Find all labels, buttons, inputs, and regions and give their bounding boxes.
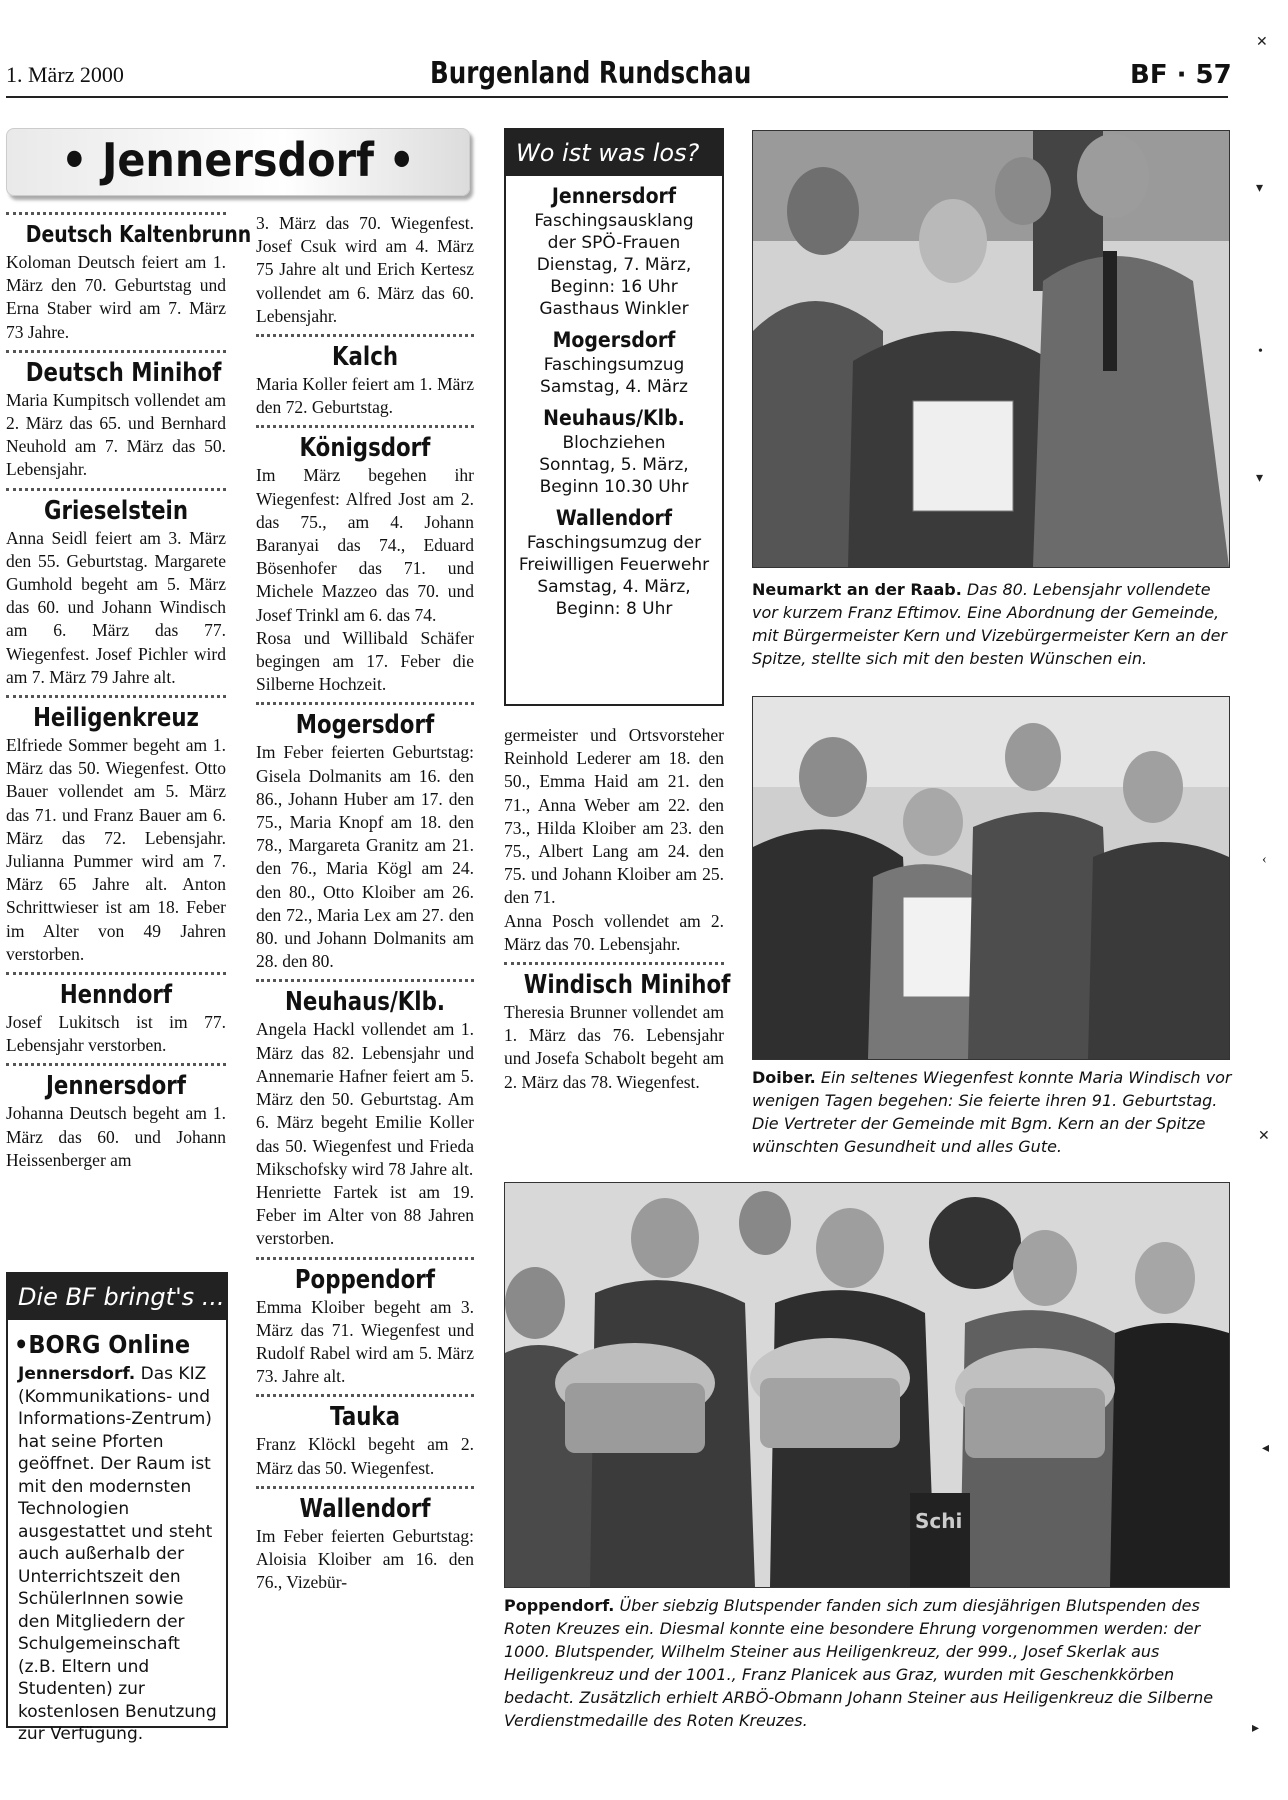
event-line: Faschingsumzug der xyxy=(526,533,702,553)
newspaper-title: Burgenland Rundschau xyxy=(430,56,752,91)
scan-mark: • xyxy=(1258,344,1263,359)
caption-place: Poppendorf. xyxy=(504,1596,615,1615)
event-line: Beginn: 16 Uhr xyxy=(550,277,678,297)
event-line: Beginn 10.30 Uhr xyxy=(539,477,689,497)
photo-caption-neumarkt xyxy=(752,578,1238,670)
article-title: Tauka xyxy=(330,1402,400,1433)
article-title: Kalch xyxy=(331,342,399,373)
article-henndorf xyxy=(6,972,226,1057)
scan-mark: ✕ xyxy=(1256,35,1268,50)
article-text: Im März begehen ihr Wiegenfest: Alfred Jost am 2. das 75., am 4. Johann Baranyai das 74., Eduard Bösenhofer das 71. und Michele Mazzeo das 70. und Josef Trinkl am 6. das 74. xyxy=(256,465,474,625)
column-3 xyxy=(504,724,731,1094)
section-banner-title: • Jennersdorf • xyxy=(61,133,415,187)
event-line: Beginn: 8 Uhr xyxy=(555,599,673,619)
article-poppendorf xyxy=(256,1257,474,1389)
article-title: Königsdorf xyxy=(299,433,431,464)
event-place: Jennersdorf xyxy=(551,184,677,208)
article-title: Poppendorf xyxy=(294,1264,436,1295)
bf-bringts-title: •BORG Online xyxy=(14,1330,191,1359)
event-place: Mogersdorf xyxy=(552,328,676,352)
events-heading: Wo ist was los? xyxy=(506,130,722,176)
article-title: Deutsch Minihof xyxy=(25,357,222,388)
column-1 xyxy=(6,212,252,1172)
photo-caption-poppendorf xyxy=(504,1594,1238,1732)
article-text: Emma Kloiber begeht am 3. März das 71. Wiegenfest und Rudolf Rabel wird am 5. März 73. Jahre alt. xyxy=(256,1296,474,1387)
article-title: Wallendorf xyxy=(299,1493,431,1524)
article-text: Josef Lukitsch ist im 77. Lebensjahr verstorben. xyxy=(6,1012,226,1056)
caption-place: Neumarkt an der Raab. xyxy=(752,580,962,599)
event-line: Dienstag, 7. März, xyxy=(536,255,692,275)
scan-mark: ▾ xyxy=(1256,471,1264,486)
event-item xyxy=(506,506,722,620)
article-windisch-minihof xyxy=(504,962,731,1094)
article-text: Im Feber feierten Geburtstag: Gisela Dolmanits am 16. den 86., Johann Huber am 17. den 75., Maria Knopf am 18. den 78., Margareta Granitz am 21. den 76., Maria Kögl am 24. den 80., Otto Kloiber am 26. den 72., Maria Lex am 27. den 80. und Johann Dolmanits am 28. den 80. xyxy=(256,742,474,972)
scan-mark: ▾ xyxy=(1256,181,1264,196)
article-text: Angela Hackl vollendet am 1. März das 82. Lebensjahr und Annemarie Hafner feiert am 5. März den 50. Geburtstag. Am 6. März begeht Emilie Koller das 50. Wiegenfest und Frieda Mikschofsky wird 78 Jahre alt. xyxy=(256,1019,474,1179)
event-item xyxy=(506,328,722,398)
article-neuhaus xyxy=(256,979,474,1250)
article-text: Maria Koller feiert am 1. März den 72. Geburtstag. xyxy=(256,374,474,418)
photo-poppendorf-image xyxy=(505,1183,1229,1587)
article-deutsch-kaltenbrunn xyxy=(6,212,252,344)
section-banner xyxy=(6,128,470,196)
article-text: Johanna Deutsch begeht am 1. März das 60. und Johann Heissenberger am xyxy=(6,1103,226,1170)
article-continuation: germeister und Ortsvorsteher Reinhold Lederer am 18. den 50., Emma Haid am 21. den 71., Anna Weber am 22. den 73., Hilda Kloiber am 23. den 75., Albert Lang am 24. den 75. und Johann Kloiber am 25. den 71. xyxy=(504,725,724,908)
photo-sign-text: Schi xyxy=(915,1509,963,1533)
article-title: Henndorf xyxy=(59,980,173,1011)
caption-text: Das 80. Lebensjahr vollendete vor kurzem Franz Eftimov. Eine Abordnung der Gemeinde, mit Bürgermeister Kern und Vizebürgermeister Kern an der Spitze, stellte sich mit den besten Wünschen ein. xyxy=(752,580,1228,668)
event-item xyxy=(506,184,722,320)
caption-place: Doiber. xyxy=(752,1068,816,1087)
scan-mark: ▸ xyxy=(1252,1721,1260,1736)
header-rule xyxy=(6,96,1228,98)
article-text: Maria Kumpitsch vollendet am 2. März das 65. und Bernhard Neuhold am 7. März das 50. Lebensjahr. xyxy=(6,389,226,480)
event-place: Neuhaus/Klb. xyxy=(543,406,685,430)
article-text: Koloman Deutsch feiert am 1. März den 70. Geburtstag und Erna Staber wird am 7. März 73 Jahre. xyxy=(6,252,226,342)
article-title: Deutsch Kaltenbrunn xyxy=(25,222,252,248)
bf-bringts-box xyxy=(6,1272,228,1744)
article-tauka xyxy=(256,1394,474,1479)
article-title: Jennersdorf xyxy=(45,1071,187,1102)
events-box xyxy=(504,128,724,706)
scan-mark: ◂ xyxy=(1262,1441,1270,1456)
article-jennersdorf xyxy=(6,1063,226,1172)
event-line: Freiwilligen Feuerwehr xyxy=(518,555,710,575)
event-line: Samstag, 4. März xyxy=(540,377,688,397)
photo-doiber-image xyxy=(753,697,1229,1059)
article-text: Theresia Brunner vollendet am 1. März das 76. Lebensjahr und Josefa Schabolt begeht am 2. März das 78. Wiegenfest. xyxy=(504,1002,724,1092)
page-number: BF · 57 xyxy=(1130,60,1232,90)
column-2 xyxy=(256,212,474,1594)
event-line: Faschingsumzug xyxy=(543,355,685,375)
photo-poppendorf xyxy=(504,1182,1230,1588)
article-kalch xyxy=(256,334,474,419)
photo-doiber xyxy=(752,696,1230,1060)
article-text: Anna Seidl feiert am 3. März den 55. Geburtstag. Margarete Gumhold begeht am 5. März das 60. und Johann Windisch am 6. März das 77. Wiegenfest. Josef Pichler wird am 7. März 79 Jahre alt. xyxy=(6,527,226,687)
article-title: Grieselstein xyxy=(43,495,189,526)
photo-neumarkt xyxy=(752,130,1230,568)
article-text: Franz Klöckl begeht am 2. März das 50. Wiegenfest. xyxy=(256,1434,474,1478)
event-line: Faschingsausklang xyxy=(534,211,694,231)
article-title: Neuhaus/Klb. xyxy=(285,987,445,1018)
article-continuation: Anna Posch vollendet am 2. März das 70. Lebensjahr. xyxy=(504,910,724,954)
caption-text: Ein seltenes Wiegenfest konnte Maria Windisch vor wenigen Tagen begehen: Sie feierte ihren 91. Geburtstag. Die Vertreter der Gemeinde mit Bgm. Kern an der Spitze wünschten Gesundheit und alles Gute. xyxy=(752,1068,1232,1156)
article-deutsch-minihof xyxy=(6,350,226,482)
bf-bringts-place: Jennersdorf. xyxy=(18,1364,136,1384)
event-item xyxy=(506,406,722,498)
photo-caption-doiber xyxy=(752,1066,1238,1158)
article-heiligenkreuz xyxy=(6,695,226,966)
article-title: Heiligenkreuz xyxy=(33,703,199,734)
article-title: Windisch Minihof xyxy=(523,970,731,1001)
article-koenigsdorf xyxy=(256,425,474,696)
bf-bringts-heading: Die BF bringt's ... xyxy=(8,1274,226,1320)
photo-neumarkt-image xyxy=(753,131,1229,567)
article-mogersdorf xyxy=(256,702,474,973)
article-text: Henriette Fartek ist am 19. Feber im Alter von 88 Jahren verstorben. xyxy=(256,1181,474,1249)
article-continuation: 3. März das 70. Wiegenfest. Josef Csuk wird am 4. März 75 Jahre alt und Erich Kertesz vollendet am 6. März das 60. Lebensjahr. xyxy=(256,213,474,326)
event-line: Gasthaus Winkler xyxy=(539,299,689,319)
scan-mark: ✕ xyxy=(1258,1129,1270,1144)
event-place: Wallendorf xyxy=(555,506,673,530)
bf-bringts-text xyxy=(8,1363,226,1746)
issue-date: 1. März 2000 xyxy=(6,62,124,87)
bf-bringts-body: Das KIZ (Kommunikations- und Informations-Zentrum) hat seine Pforten geöffnet. Der Raum ist mit den modernsten Technologien ausgestattet und steht auch außerhalb der Unterrichtszeit den SchülerInnen sowie den Mitgliedern der Schulgemeinschaft (z.B. Eltern und Studenten) zur kostenlosen Benutzung zur Verfügung. xyxy=(18,1364,217,1744)
event-line: Samstag, 4. März, xyxy=(537,577,691,597)
caption-text: Über siebzig Blutspender fanden sich zum diesjährigen Blutspenden des Roten Kreuzes ein. Diesmal konnte eine besondere Ehrung vorgenommen werden: der 1000. Blutspender, Wilhelm Steiner aus Heiligenkreuz, der 999., Josef Skerlak aus Heiligenkreuz und der 1001., Franz Planicek aus Graz, wurden mit Geschenkkörben bedacht. Zusätzlich erhielt ARBÖ-Obmann Johann Steiner aus Heiligenkreuz die Silberne Verdienstmedaille des Roten Kreuzes. xyxy=(504,1596,1214,1730)
article-grieselstein xyxy=(6,488,226,689)
article-wallendorf xyxy=(256,1486,474,1595)
event-line: Sonntag, 5. März, xyxy=(539,455,689,475)
article-text: Rosa und Willibald Schäfer begingen am 17. Feber die Silberne Hochzeit. xyxy=(256,627,474,695)
article-title: Mogersdorf xyxy=(295,710,435,741)
article-text: Im Feber feierten Geburtstag: Aloisia Kloiber am 16. den 76., Vizebür- xyxy=(256,1525,474,1593)
article-text: Elfriede Sommer begeht am 1. März das 50. Wiegenfest. Otto Bauer vollendet am 5. März das 71. und Franz Bauer am 6. März das 72. Lebensjahr. Julianna Pummer wird am 7. März 65 Jahre alt. Anton Schrittwieser ist am 18. Feber im Alter von 49 Jahren verstorben. xyxy=(6,735,226,964)
event-line: der SPÖ-Frauen xyxy=(547,233,681,253)
scan-mark: ‹ xyxy=(1262,852,1267,867)
event-line: Blochziehen xyxy=(562,433,666,453)
